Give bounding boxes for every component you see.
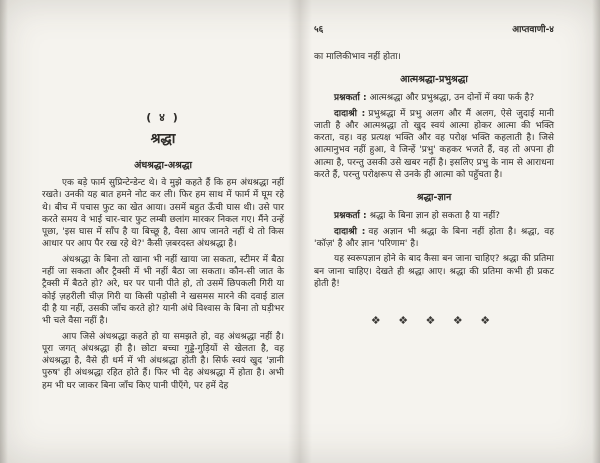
answer-paragraph — [314, 108, 554, 182]
question-paragraph — [314, 92, 554, 104]
paragraph: आप जिसे अंधश्रद्धा कहते हो या समझते हो, वह अंधश्रद्धा नहीं है। पूरा जगत् अंधश्रद्धा ही है। छोटा बच्चा गुड्डे-गुड़ियों से खेलता है, वह अंधश्रद्धा है, वैसे ही धर्म में भी अंधश्रद्धा होती है। सिर्फ स्वयं खुद 'ज्ञानी पुरुष' ही अंधश्रद्धा रहित होते हैं। फिर भी देह अंधश्रद्धा में होता है। अभी हम भी घर जाकर बिना जाँच किए पानी पीएँगे, पर हमें देह — [42, 331, 284, 391]
answer-paragraph — [314, 226, 554, 251]
end-of-chapter-ornament: ❖ ❖ ❖ ❖ ❖ — [370, 314, 498, 328]
book-title: आप्तवाणी-४ — [512, 25, 554, 35]
answer-text: प्रभुश्रद्धा में प्रभु अलग और मैं अलग, ऐसे जुदाई मानी जाती है और आत्मश्रद्धा तो खुद स्वयं आत्मा होकर आत्मा की भक्ति करता, वह। वह प्रत्यक्ष भक्ति और वह परोक्ष भक्ति कहलाती है। जिसे आत्मानुभव नहीं हुआ, वे जिन्हें 'प्रभु' कहकर भजते हैं, वह तो अपना ही आत्मा है, परन्तु उसकी उसे खबर नहीं है। इसलिए प्रभु के नाम से आराधना करते हैं, परन्तु परोक्षरूप से उनके ही आत्मा को पहुँचता है। — [314, 108, 554, 181]
question-text: आत्मश्रद्धा और प्रभुश्रद्धा, उन दोनों में क्या फर्क है? — [369, 93, 535, 104]
chapter-number: ( ४ ) — [146, 111, 180, 124]
chapter-heading-block — [42, 110, 284, 171]
question-paragraph — [314, 210, 554, 222]
question-text: श्रद्धा के बिना ज्ञान हो सकता है या नहीं? — [369, 211, 500, 222]
section-heading-blind-faith: अंधश्रद्धा-अश्रद्धा — [134, 160, 192, 171]
answer-text: वह अज्ञान भी श्रद्धा के बिना नहीं होता है। श्रद्धा, वह 'कॉज़' है और ज्ञान 'परिणाम' है। — [314, 226, 555, 249]
closing-paragraph: यह स्वरूपज्ञान होने के बाद कैसा बन जाना चाहिए? श्रद्धा की प्रतिमा बन जाना चाहिए। देखते ही श्रद्धा आए। श्रद्धा की प्रतिमा कभी ही प्रकट होती है! — [314, 254, 554, 289]
page-number: ५६ — [314, 25, 324, 35]
speaker-dadashri: दादाश्री : — [334, 108, 366, 119]
section-heading-shraddha-gnan: श्रद्धा-ज्ञान — [416, 192, 452, 204]
continuation-line: का मालिकीभाव नहीं होता। — [314, 52, 401, 62]
right-page — [300, 0, 600, 463]
paragraph: एक बड़े फार्म सुप्रिन्टेन्डेन्ट थे। वे मुझे कहते हैं कि हम अंधश्रद्धा नहीं रखते। उनकी यह बात हमने नोट कर ली। फिर हम साथ में फार्म में घूम रहे थे। बीच में पचास फुट का खेत आया। उसमें बहुत ऊँची घास थी। उसे पार करते समय वे भाई चार-चार फुट लम्बी छलांग मारकर निकल गए। मैंने उन्हें पूछा, 'इस घास में साँप है या बिच्छू है, वैसा आप जानते नहीं थे तो किस आधार पर आप पैर रख रहे थे?' कैसी ज़बरदस्त अंधश्रद्धा है। — [42, 178, 284, 250]
speaker-dadashri: दादाश्री : — [334, 226, 366, 237]
speaker-questioner: प्रश्नकर्ता : — [334, 211, 367, 222]
chapter-title: श्रद्धा — [150, 131, 176, 147]
speaker-questioner: प्रश्नकर्ता : — [334, 93, 367, 104]
running-header — [314, 22, 554, 35]
paragraph: अंधश्रद्धा के बिना तो खाना भी नहीं खाया जा सकता, स्टीमर में बैठा नहीं जा सकता और ट्रैक्सी में भी नहीं बैठा जा सकता। कौन-सी जात के ट्रैक्सी में बैठते हो? अरे, घर पर पानी पीते हो, तो उसमें छिपकली गिरी या कोई ज़हरीली चीज़ गिरी या किसी पड़ोसी ने खसमस मारने की दवाई डाल दी है या नहीं, उसकी जाँच करते हो? यानी अंधे विश्वास के बिना तो घड़ीभर भी चले वैसा नहीं है। — [42, 254, 284, 327]
section-heading-atmashraddha: आत्मश्रद्धा-प्रभुश्रद्धा — [400, 74, 468, 86]
